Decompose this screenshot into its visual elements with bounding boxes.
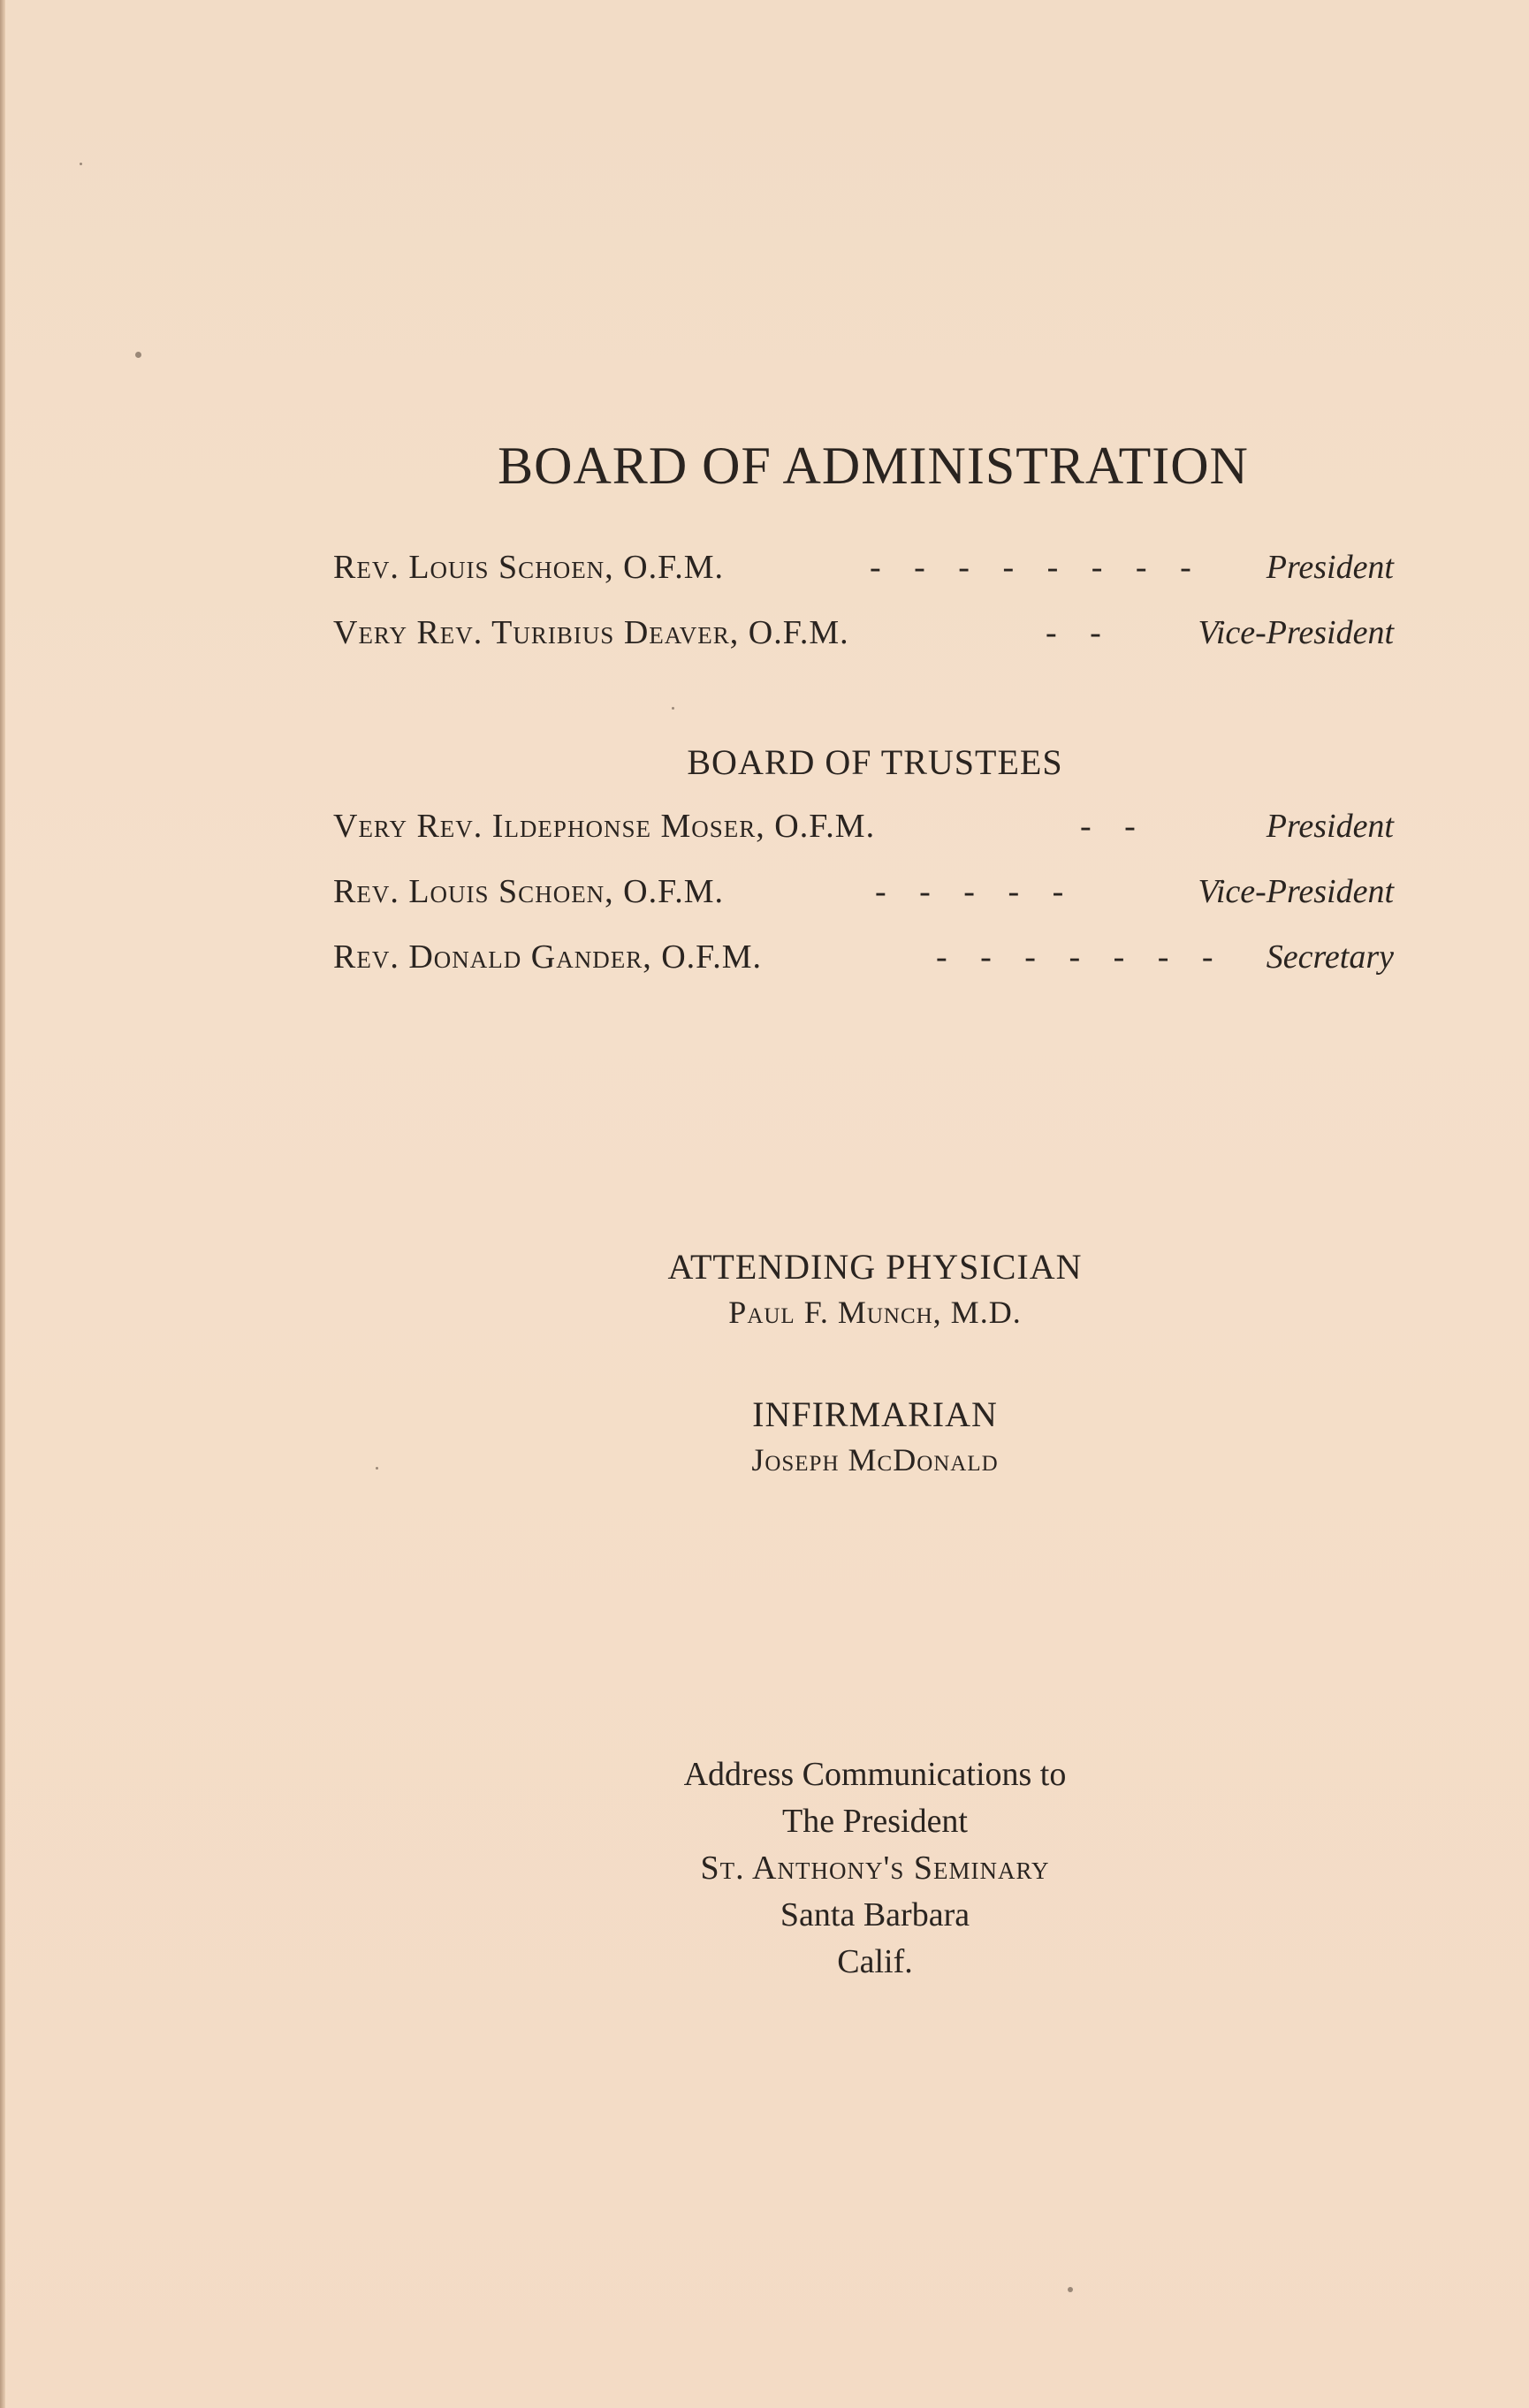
- member-name: Rev. Donald Gander, O.F.M.: [333, 938, 763, 976]
- board-of-administration-roster: [333, 545, 1394, 676]
- infirmarian-block: [0, 1392, 1529, 1482]
- roster-row: [333, 870, 1394, 935]
- member-role: Secretary: [1266, 938, 1394, 976]
- infirmarian-name: Joseph McDonald: [751, 1442, 999, 1477]
- member-role: President: [1266, 808, 1394, 845]
- member-role: Vice-President: [1198, 873, 1394, 910]
- member-role: Vice-President: [1198, 614, 1394, 651]
- address-line: Calif.: [837, 1943, 913, 1980]
- paper-speck: [672, 707, 674, 710]
- board-of-trustees-heading: BOARD OF TRUSTEES: [687, 742, 1063, 782]
- member-role: President: [1266, 549, 1394, 586]
- leader-dots: - - - - -: [875, 873, 1076, 910]
- roster-row: [333, 935, 1394, 1000]
- attending-physician-block: [0, 1244, 1529, 1334]
- paper-speck: [1068, 2287, 1073, 2292]
- roster-row: [333, 611, 1394, 676]
- leader-dots: - - - - - - - -: [870, 549, 1204, 586]
- board-of-trustees-roster: [333, 804, 1394, 1000]
- page-edge: [0, 0, 5, 2408]
- paper-speck: [135, 352, 141, 358]
- infirmarian-title: INFIRMARIAN: [752, 1394, 998, 1434]
- board-of-administration-heading: BOARD OF ADMINISTRATION: [498, 437, 1249, 495]
- roster-row: [333, 545, 1394, 611]
- leader-dots: - - - - - - -: [936, 938, 1226, 976]
- leader-dots: - -: [1046, 614, 1114, 651]
- address-line: The President: [781, 1803, 968, 1840]
- leader-dots: - -: [1080, 808, 1148, 845]
- member-name: Very Rev. Turibius Deaver, O.F.M.: [333, 614, 849, 651]
- roster-row: [333, 804, 1394, 870]
- attending-physician-name: Paul F. Munch, M.D.: [728, 1295, 1022, 1330]
- address-line: Address Communications to: [683, 1756, 1067, 1793]
- attending-physician-title: ATTENDING PHYSICIAN: [667, 1247, 1083, 1287]
- address-line: St. Anthony's Seminary: [700, 1850, 1050, 1887]
- member-name: Rev. Louis Schoen, O.F.M.: [333, 549, 725, 586]
- member-name: Very Rev. Ildephonse Moser, O.F.M.: [333, 808, 876, 845]
- address-block: [0, 1751, 1529, 1986]
- paper-speck: [80, 163, 82, 165]
- member-name: Rev. Louis Schoen, O.F.M.: [333, 873, 725, 910]
- address-line: Santa Barbara: [780, 1896, 970, 1933]
